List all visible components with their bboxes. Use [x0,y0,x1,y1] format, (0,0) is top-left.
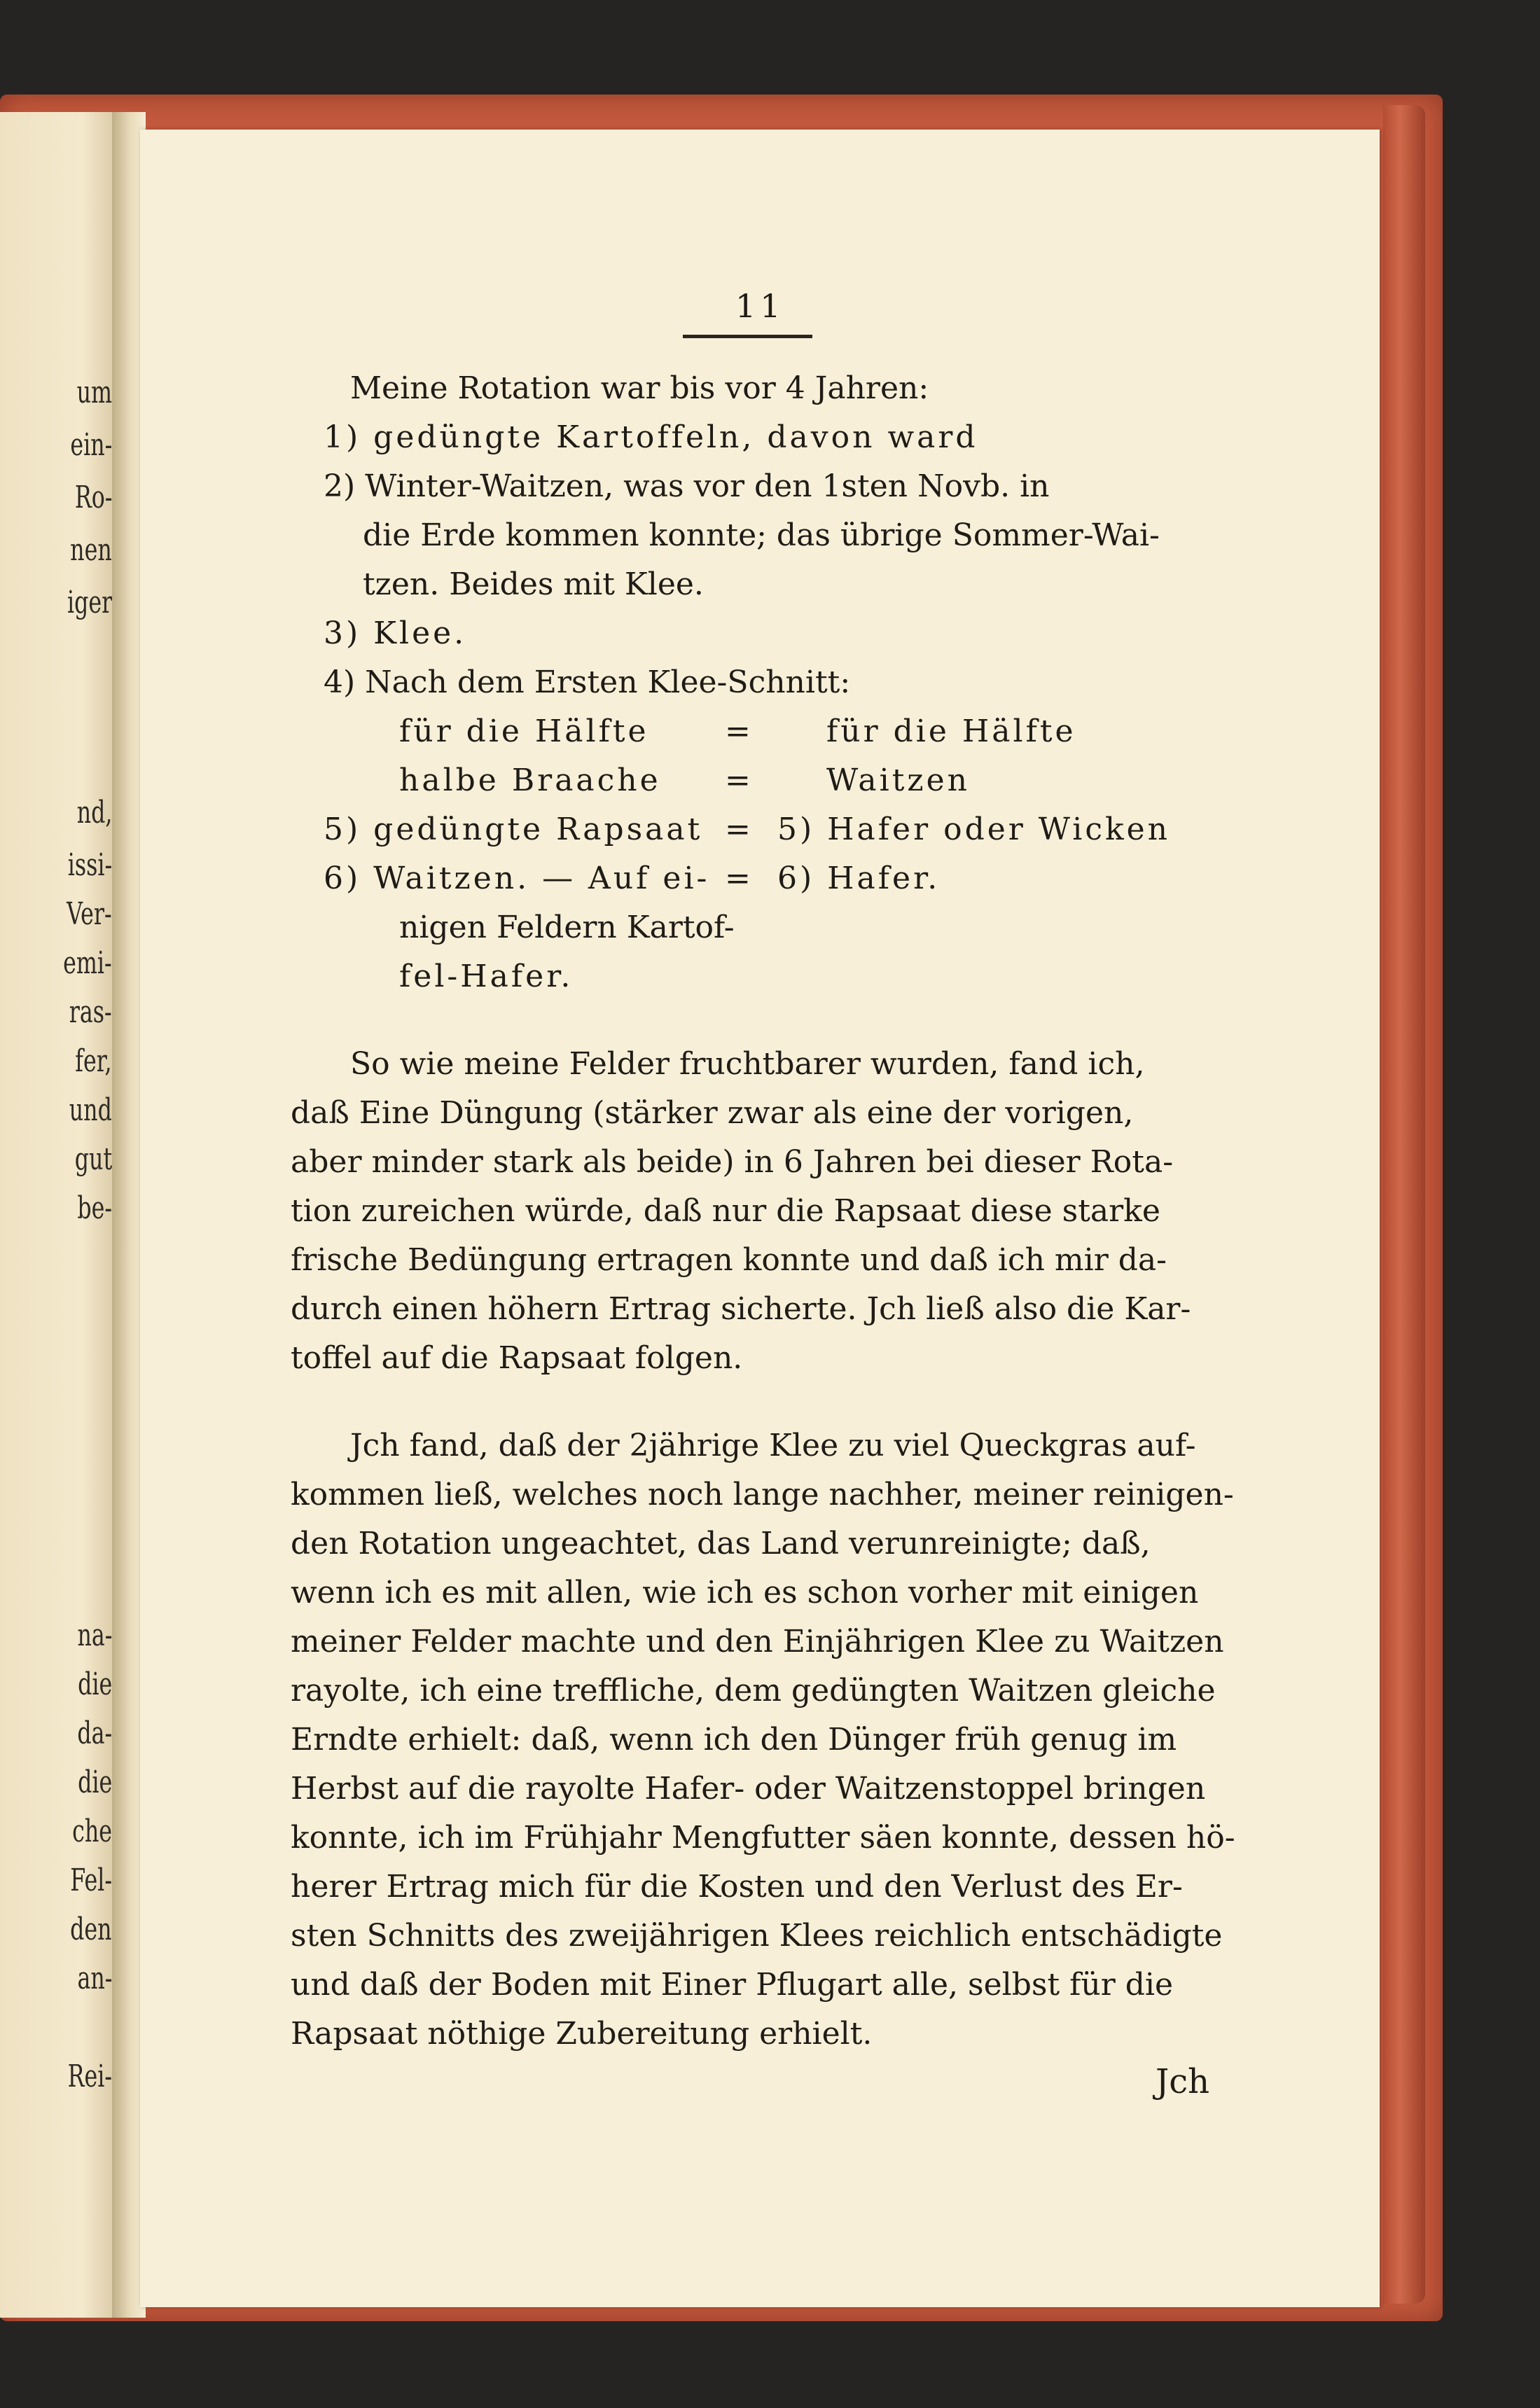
left-fragment: da- [77,1715,112,1751]
rotation-row-right: 5) Hafer oder Wicken [777,812,1171,847]
rotation-item-2-cont: die Erde kommen konnte; das übrige Sommer-Wai- [363,517,1160,553]
paragraph-2-line: Rapsaat nöthige Zubereitung erhielt. [291,2016,873,2052]
left-fragment: die [77,1666,112,1702]
paragraph-2-line: Herbst auf die rayolte Hafer- oder Waitzenstoppel bringen [291,1771,1206,1807]
rotation-item-1: 1) gedüngte Kartoffeln, davon ward [324,419,978,455]
left-fragment: nd, [76,795,112,830]
rotation-row-right: für die Hälfte [826,714,1076,749]
paragraph-2-line: und daß der Boden mit Einer Pflugart alle, selbst für die [291,1967,1174,2003]
left-facing-page [0,112,118,2318]
rotation-item-4: 4) Nach dem Ersten Klee-Schnitt: [324,664,851,700]
left-fragment: na- [77,1617,112,1653]
catchword: Jch [1156,2062,1210,2101]
left-fragment: Fel- [70,1863,112,1898]
paragraph-2-line: herer Ertrag mich für die Kosten und den Verlust des Er- [291,1869,1183,1905]
left-fragment: Ro- [74,480,112,515]
left-fragment: gut [74,1141,112,1177]
paragraph-2-line: kommen ließ, welches noch lange nachher, meiner reinigen- [291,1477,1234,1512]
left-fragment: iger [67,585,112,620]
rotation-row-equals: = [725,812,751,847]
left-fragment: an- [77,1961,112,1996]
left-fragment: ein- [70,427,112,463]
paragraph-1-line: toffel auf die Rapsaat folgen. [291,1340,743,1376]
paragraph-1-line: durch einen höhern Ertrag sicherte. Jch ließ also die Kar- [291,1291,1191,1327]
paragraph-2-line: den Rotation ungeachtet, das Land verunreinigte; daß, [291,1526,1151,1561]
left-fragment: issi- [67,847,112,883]
book-cover-edge [1383,105,1425,2304]
left-fragment: nen [70,532,112,568]
left-fragment: um [76,375,112,410]
header-rule [683,335,812,338]
rotation-row-left: fel-Hafer. [399,959,574,994]
left-fragment: che [72,1814,112,1849]
rotation-row-left: für die Hälfte [399,714,649,749]
rotation-row-left: halbe Braache [399,763,661,798]
paragraph-2-line: rayolte, ich eine treffliche, dem gedüngten Waitzen gleiche [291,1673,1216,1708]
paragraph-1-line: So wie meine Felder fruchtbarer wurden, fand ich, [350,1046,1145,1082]
left-fragment: Ver- [67,896,112,932]
rotation-item-3: 3) Klee. [324,615,467,651]
rotation-row-equals: = [725,861,751,896]
paragraph-2-line: sten Schnitts des zweijährigen Klees reichlich entschädigte [291,1918,1223,1954]
paragraph-1-line: daß Eine Düngung (stärker zwar als eine der vorigen, [291,1095,1134,1131]
rotation-row-left: 5) gedüngte Rapsaat [324,812,703,847]
paragraph-2-line: wenn ich es mit allen, wie ich es schon vorher mit einigen [291,1575,1199,1610]
page-number: 11 [735,287,785,325]
paragraph-1-line: aber minder stark als beide) in 6 Jahren bei dieser Rota- [291,1144,1174,1180]
paragraph-2-line: Jch fand, daß der 2jährige Klee zu viel Queckgras auf- [350,1428,1196,1463]
left-fragment: emi- [63,945,112,981]
rotation-item-2: 2) Winter-Waitzen, was vor den 1sten Novb. in [324,468,1050,504]
left-fragment: be- [77,1190,112,1226]
rotation-row-equals: = [725,763,751,798]
left-fragment: und [69,1092,112,1128]
paragraph-1-line: frische Bedüngung ertragen konnte und daß ich mir da- [291,1242,1167,1278]
paragraph-1-line: tion zureichen würde, daß nur die Rapsaat diese starke [291,1193,1160,1229]
rotation-intro: Meine Rotation war bis vor 4 Jahren: [350,370,929,406]
rotation-row-left: 6) Waitzen. — Auf ei- [324,861,710,896]
rotation-row-right: 6) Hafer. [777,861,941,896]
paragraph-2-line: konnte, ich im Frühjahr Mengfutter säen konnte, dessen hö- [291,1820,1235,1856]
rotation-item-2-cont: tzen. Beides mit Klee. [363,566,704,602]
left-fragment: den [70,1912,112,1947]
rotation-row-equals: = [725,714,751,749]
left-fragment: die [77,1765,112,1800]
left-fragment: fer, [75,1043,112,1079]
left-fragment: ras- [69,994,112,1030]
paragraph-2-line: Erndte erhielt: daß, wenn ich den Dünger früh genug im [291,1722,1177,1758]
paragraph-2-line: meiner Felder machte und den Einjährigen Klee zu Waitzen [291,1624,1224,1659]
rotation-row-right: Waitzen [826,763,970,798]
left-fragment: Rei- [67,2059,112,2094]
rotation-row-left: nigen Feldern Kartof- [399,910,735,945]
